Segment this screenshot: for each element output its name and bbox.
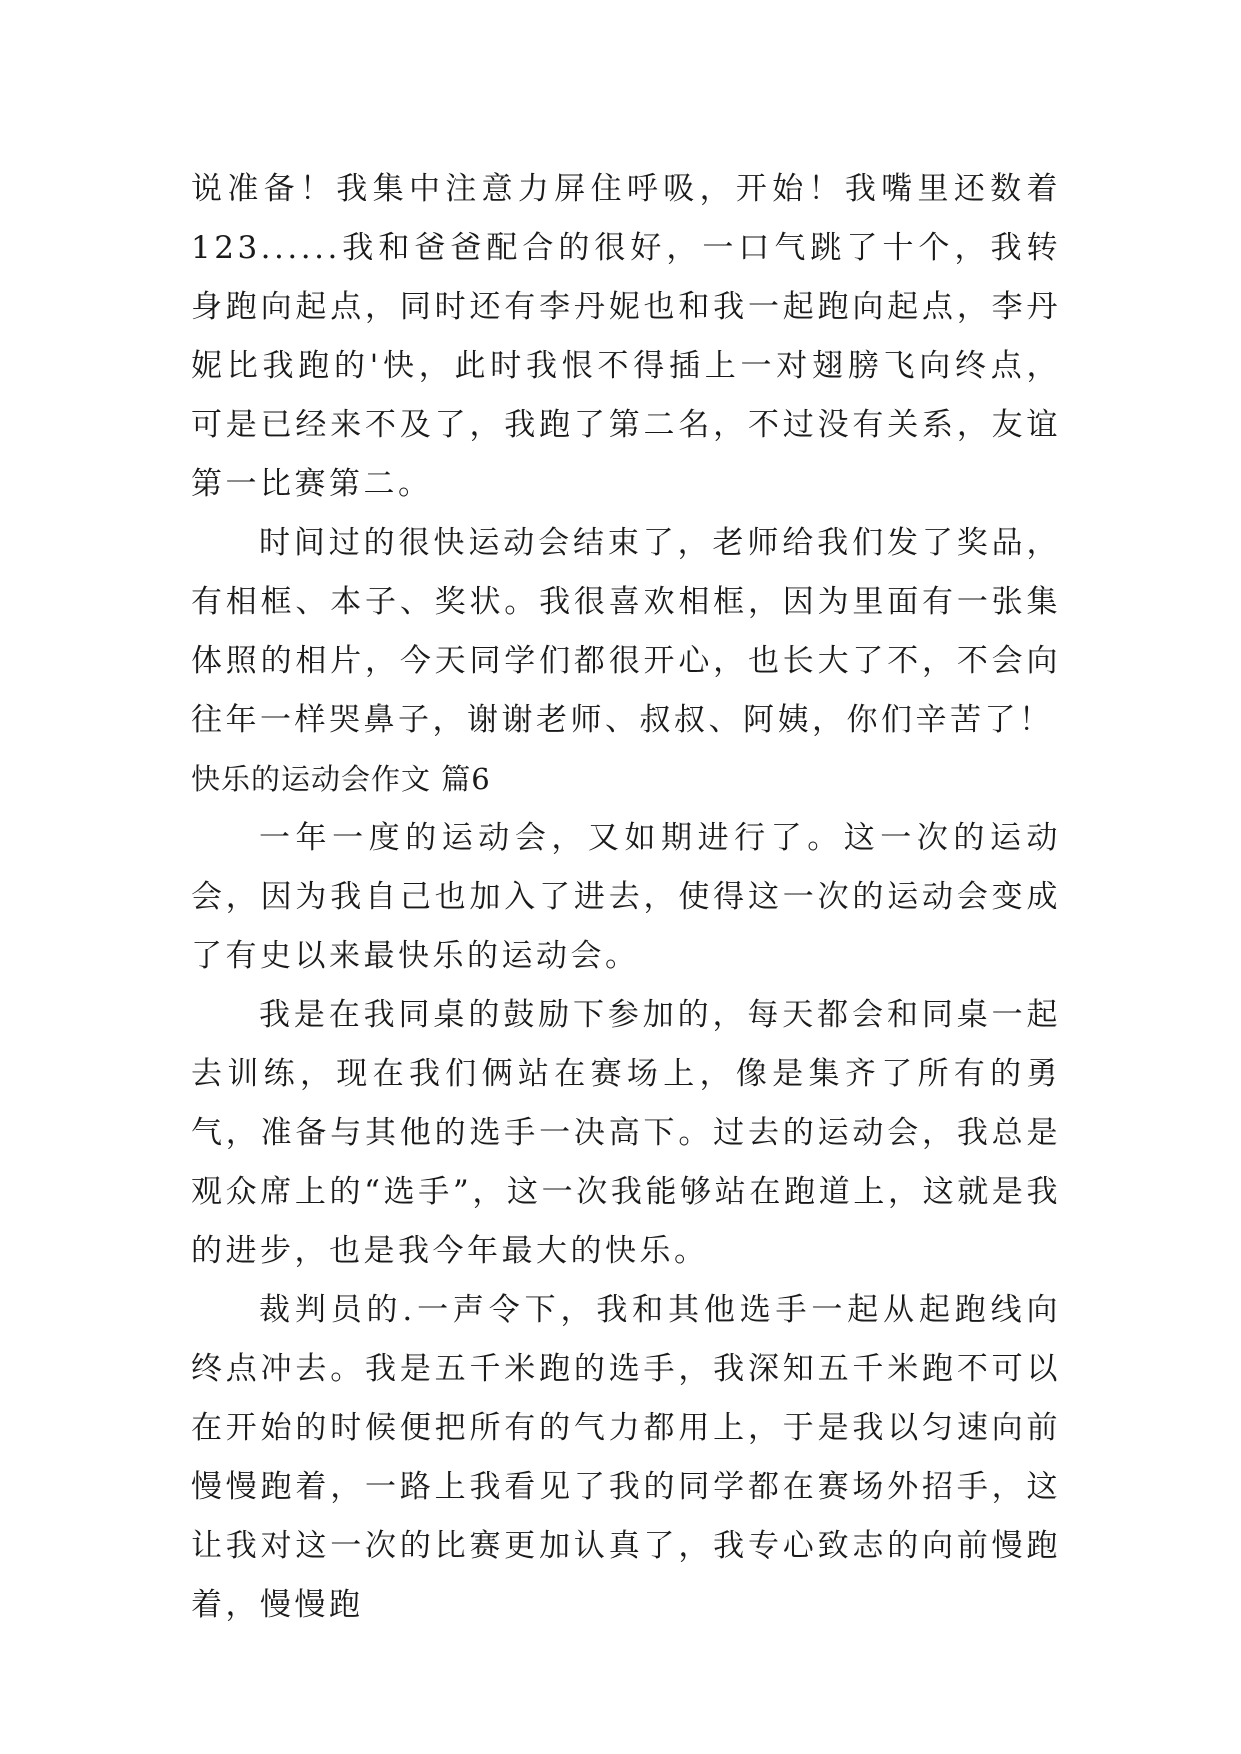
document-body bbox=[191, 160, 1061, 1635]
paragraph-awards: 时间过的很快运动会结束了，老师给我们发了奖品，有相框、本子、奖状。我很喜欢相框，因为里面有一张集体照的相片，今天同学们都很开心，也长大了不，不会向往年一样哭鼻子，谢谢老师、叔叔、阿姨，你们辛苦了！ bbox=[191, 525, 1061, 738]
section-heading: 快乐的运动会作文 篇6 bbox=[191, 762, 491, 796]
paragraph-race: 裁判员的.一声令下，我和其他选手一起从起跑线向终点冲去。我是五千米跑的选手，我深知五千米跑不可以在开始的时候便把所有的气力都用上，于是我以匀速向前慢慢跑着，一路上我看见了我的同学都在赛场外招手，这让我对这一次的比赛更加认真了，我专心致志的向前慢跑着，慢慢跑 bbox=[191, 1292, 1061, 1623]
paragraph-participation: 我是在我同桌的鼓励下参加的，每天都会和同桌一起去训练，现在我们俩站在赛场上，像是集齐了所有的勇气，准备与其他的选手一决高下。过去的运动会，我总是观众席上的“选手”，这一次我能够站在跑道上，这就是我的进步，也是我今年最大的快乐。 bbox=[191, 997, 1061, 1269]
paragraph-intro: 一年一度的运动会，又如期进行了。这一次的运动会，因为我自己也加入了进去，使得这一次的运动会变成了有史以来最快乐的运动会。 bbox=[191, 820, 1061, 974]
paragraph-continued: 说准备！我集中注意力屏住呼吸，开始！我嘴里还数着123......我和爸爸配合的很好，一口气跳了十个，我转身跑向起点，同时还有李丹妮也和我一起跑向起点，李丹妮比我跑的'快，此时我恨不得插上一对翅膀飞向终点，可是已经来不及了，我跑了第二名，不过没有关系，友谊第一比赛第二。 bbox=[191, 171, 1061, 502]
